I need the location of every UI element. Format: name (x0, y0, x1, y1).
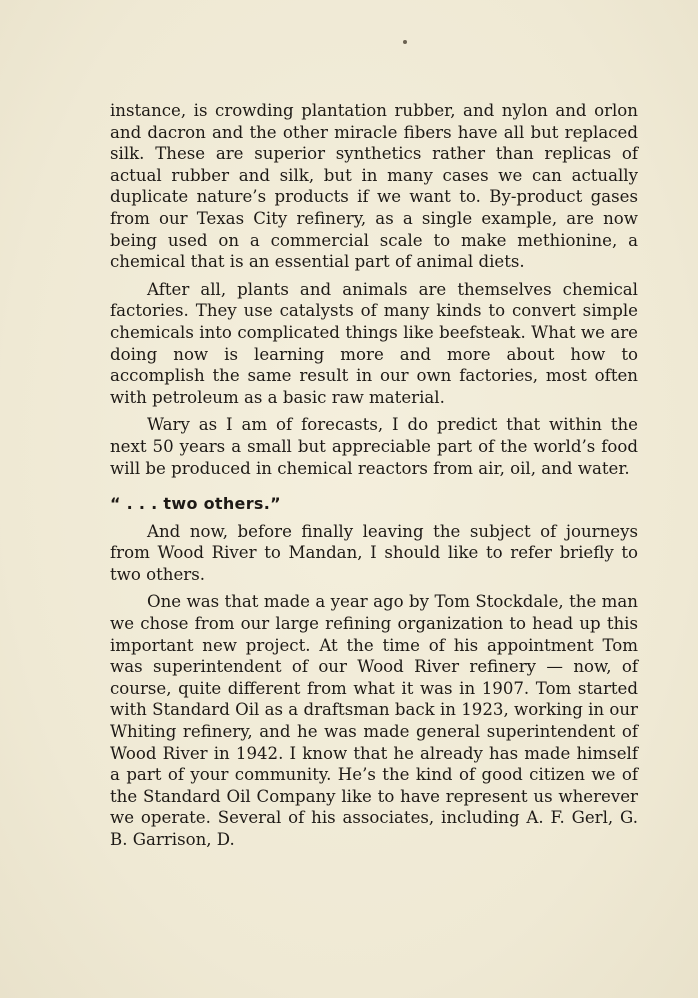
paragraph-5: One was that made a year ago by Tom Stockdale, the man we chose from our large refining organization to head up this important new project. At the time of his appointment Tom was superintendent of our Wood River refinery — now, of course, quite different from what it was in 1907. Tom started with Standard Oil as a draftsman back in 1923, working in our Whiting refinery, and he was made general superintendent of Wood River in 1942. I know that he already has made himself a part of your community. He’s the kind of good citizen we of the Standard Oil Company like to have represent us wherever we operate. Several of his associates, including A. F. Gerl, G. B. Garrison, D. (110, 592, 638, 849)
page-speck (403, 40, 407, 44)
paragraph-2: After all, plants and animals are themselves chemical factories. They use catalysts of many kinds to convert simple chemicals into complicated things like beefsteak. What we are doing now is learning more and more about how to accomplish the same result in our own factories, most often with petroleum as a basic raw material. (110, 279, 638, 407)
section-heading: “ . . . two others.” (110, 494, 281, 514)
paragraph-1: instance, is crowding plantation rubber, and nylon and orlon and dacron and the other miracle fibers have all but replaced silk. These are superior synthetics rather than replicas of actual rubber and silk, but in many cases we can actually duplicate nature’s products if we want to. By-product gases from our Texas City refinery, as a single example, are now being used on a commercial scale to make methionine, a chemical that is an essential part of animal diets. (110, 101, 638, 272)
paragraph-4: And now, before finally leaving the subject of journeys from Wood River to Mandan, I should like to refer briefly to two others. (110, 521, 638, 584)
paragraph-3: Wary as I am of forecasts, I do predict that within the next 50 years a small but appreciable part of the world’s food will be produced in chemical reactors from air, oil, and water. (110, 415, 638, 478)
body-text (110, 100, 638, 851)
